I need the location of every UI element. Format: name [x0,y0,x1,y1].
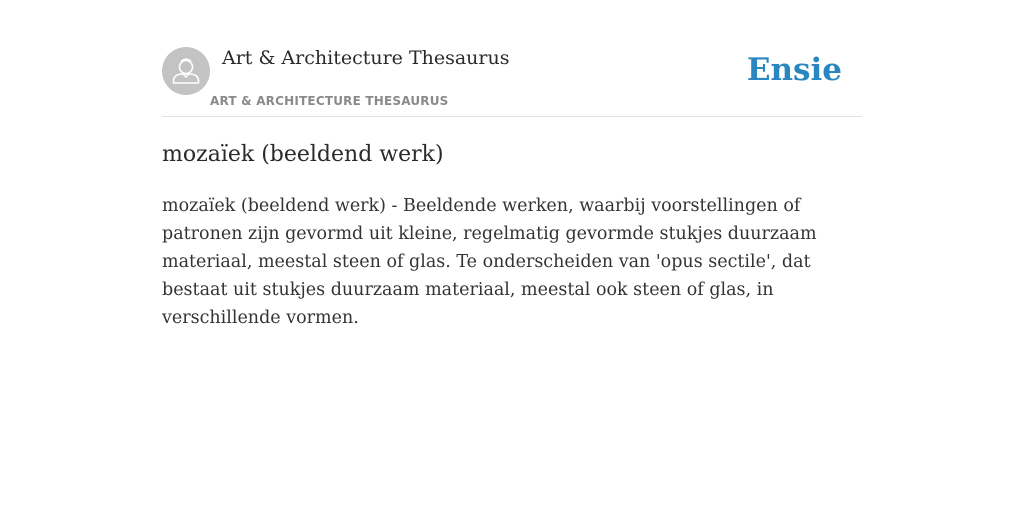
entry-header [162,0,862,117]
author-avatar[interactable] [162,47,210,95]
user-icon [162,47,210,95]
term-definition: mozaïek (beeldend werk) - Beeldende werken, waarbij voorstellingen of patronen zijn gevormd uit kleine, regelmatig gevormde stukjes duurzaam materiaal, meestal steen of glas. Te onderscheiden van 'opus sectile', dat bestaat uit stukjes duurzaam materiaal, meestal ook steen of glas, in verschillende vormen. [162,196,817,328]
ensie-logo[interactable]: Ensie [746,52,842,88]
term-title: mozaïek (beeldend werk) [162,142,444,167]
source-label[interactable]: ART & ARCHITECTURE THESAURUS [210,94,449,108]
author-name[interactable]: Art & Architecture Thesaurus [222,47,510,69]
content-container [162,0,862,328]
